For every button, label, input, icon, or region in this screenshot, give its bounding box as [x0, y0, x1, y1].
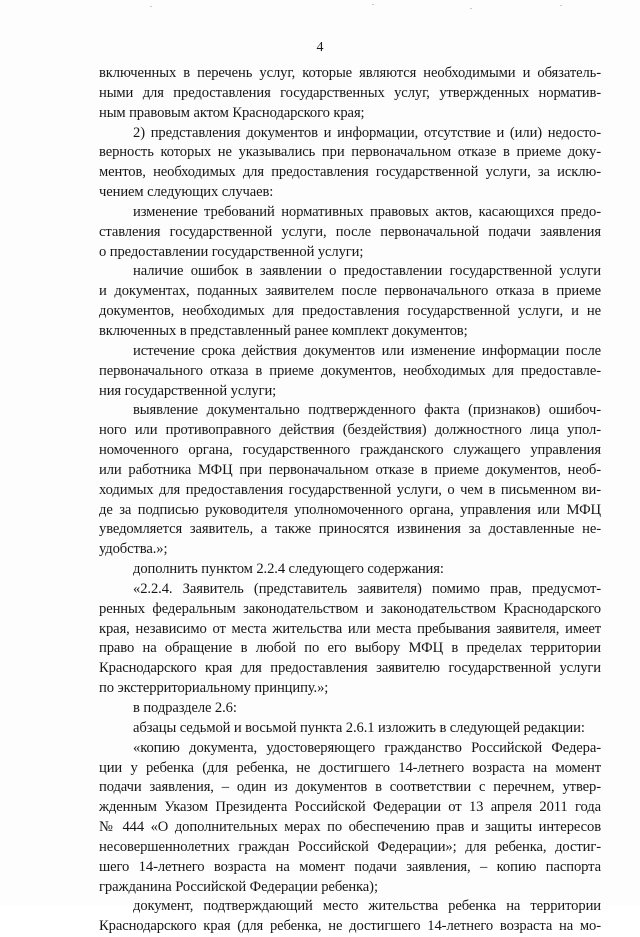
text-line: дополнить пунктом 2.2.4 следующего содержания:: [133, 561, 444, 578]
scan-speck: [372, 4, 374, 5]
text-line: о предоставлении государственной услуги;: [99, 243, 364, 260]
text-line: ным правовым актом Краснодарского края;: [99, 104, 365, 121]
text-line: ренных федеральным законодательством и законодательством Краснодарского: [99, 600, 601, 617]
text-line: ного или противоправного действия (бездействия) должностного лица упол-: [99, 422, 601, 439]
text-line: удобства.»;: [99, 541, 168, 558]
text-line: ции у ребенка (для ребенка, не достигшего 14-летнего возраста на момент: [99, 759, 601, 776]
text-line: документов, необходимых для предоставления государственной услуги, и не: [99, 303, 601, 320]
text-line: номоченного органа, государственного гражданского служащего управления: [99, 442, 601, 459]
text-line: края, независимо от места жительства или места пребывания заявителя, имеет: [99, 620, 601, 637]
text-line: или работника МФЦ при первоначальном отказе в приеме документов, необ-: [99, 461, 601, 478]
scan-speck: [560, 5, 562, 6]
text-line: в подразделе 2.6:: [133, 700, 237, 716]
text-line: включенных в представленный ранее комплект документов;: [99, 322, 468, 339]
page-number: 4: [316, 40, 324, 55]
scan-speck: [470, 8, 472, 9]
text-line: ментов, необходимых для предоставления государственной услуги, за исклю-: [99, 164, 601, 181]
text-line: наличие ошибок в заявлении о предоставлении государственной услуги: [133, 263, 601, 280]
text-line: жденным Указом Президента Российской Федерации от 13 апреля 2011 года: [99, 799, 601, 816]
text-line: включенных в перечень услуг, которые являются необходимыми и обязатель-: [99, 65, 601, 81]
text-line: гражданина Российской Федерации ребенка);: [99, 878, 378, 895]
text-line: ния государственной услуги;: [99, 382, 277, 399]
text-line: № 444 «О дополнительных мерах по обеспечению прав и защиты интересов: [99, 819, 601, 836]
text-line: «2.2.4. Заявитель (представитель заявителя) помимо прав, предусмот-: [133, 580, 601, 597]
text-line: де за подписью руководителя уполномоченного органа, управления или МФЦ: [99, 501, 601, 518]
text-line: истечение срока действия документов или изменение информации после: [133, 342, 601, 359]
text-line: несовершеннолетних граждан Российской Федерации»; для ребенка, достиг-: [99, 838, 601, 855]
text-line: Краснодарского края (для ребенка, не достигшего 14-летнего возраста на мо-: [99, 918, 601, 935]
text-line: ходимых для предоставления государственной услуги, о чем в письменном ви-: [99, 481, 601, 498]
text-line: 2) представления документов и информации, отсутствие и (или) недосто-: [133, 124, 601, 141]
text-line: документ, подтверждающий место жительства ребенка на территории: [133, 898, 601, 915]
scan-speck: [150, 6, 152, 7]
text-line: уведомляется заявитель, а также приносятся извинения за доставленные не-: [99, 521, 601, 538]
text-line: «копию документа, удостоверяющего гражданство Российской Федера-: [133, 739, 601, 756]
text-line: чением следующих случаев:: [99, 184, 274, 201]
text-line: ными для предоставления государственных услуг, утвержденных норматив-: [99, 84, 601, 101]
text-line: абзацы седьмой и восьмой пункта 2.6.1 изложить в следующей редакции:: [133, 719, 585, 736]
text-line: подачи заявления, – один из документов в соответствии с перечнем, утвер-: [99, 779, 601, 796]
text-line: по экстерриториальному принципу.»;: [99, 680, 329, 697]
text-line: Краснодарского края для предоставления заявителю государственной услуги: [99, 660, 601, 677]
text-line: первоначального отказа в приеме документов, необходимых для предоставле-: [99, 362, 601, 379]
text-line: и документах, поданных заявителем после первоначального отказа в приеме: [99, 283, 601, 300]
document-body: [99, 64, 601, 937]
text-line: ставления государственной услуги, после первоначальной подачи заявления: [99, 223, 601, 240]
text-line: выявление документально подтвержденного факта (признаков) ошибоч-: [133, 402, 601, 419]
text-line: право на обращение в любой по его выбору МФЦ в пределах территории: [99, 640, 601, 657]
text-line: верность которых не указывались при первоначальном отказе в приеме доку-: [99, 144, 601, 161]
text-line: шего 14-летнего возраста на момент подачи заявления, – копию паспорта: [99, 858, 601, 875]
text-line: изменение требований нормативных правовых актов, касающихся предо-: [133, 203, 601, 220]
